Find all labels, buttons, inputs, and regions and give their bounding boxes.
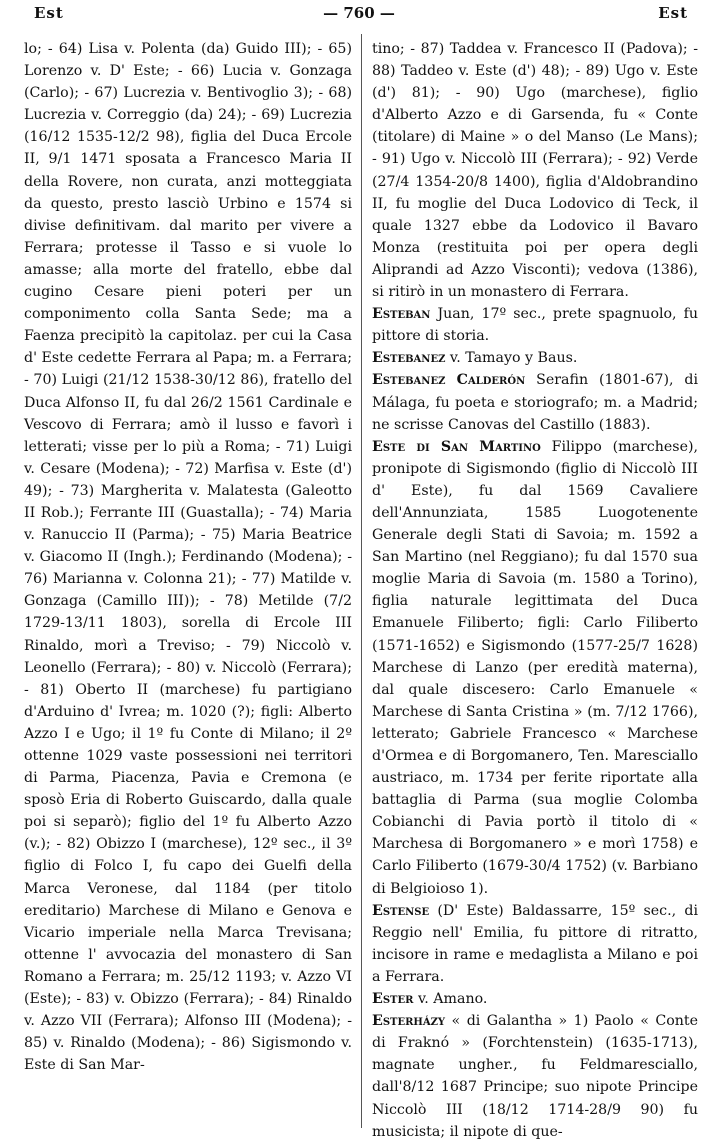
entry-text: (D' Este) Baldassarre, 15º sec., di Reggio nell' Emilia, fu pittore di ritratto, incisore in rame e medaglista a Milano e poi a Ferrara. — [372, 902, 698, 985]
dictionary-entry — [372, 303, 698, 347]
entry-headword: Esterházy — [372, 1013, 446, 1030]
entry-headword: Estense — [372, 902, 430, 919]
right-column — [372, 38, 698, 1143]
entry-text: v. Amano. — [417, 991, 488, 1008]
column-divider — [361, 34, 362, 1128]
entry-text: tino; - 87) Taddea v. Francesco II (Padova); - 88) Taddeo v. Este (d') 48); - 89) Ugo v. Este (d') 81); - 90) Ugo (marchese), figlio d'Alberto Azzo e di Garsenda, fu « Conte (titolare) di Maine » o del Manso (Le Mans); - 91) Ugo v. Niccolò III (Ferrara); - 92) Verde (27/4 1354-20/8 1400), figlia d'Aldobrandino II, fu moglie del Duca Lodovico di Teck, il quale 1327 ebbe da Lodovico il Bavaro Monza (restituita poi per opera degli Aliprandi ad Azzo Visconti); vedova (1386), si ritirò in un monastero di Ferrara. — [372, 41, 698, 301]
dictionary-entry — [372, 900, 698, 988]
header-right-guideword: Est — [658, 4, 688, 22]
dictionary-entry — [372, 347, 698, 369]
entry-headword: Estebanez Calderón — [372, 372, 526, 389]
left-column — [24, 38, 352, 1076]
dictionary-entry — [372, 1010, 698, 1143]
entry-text: Filippo (marchese), pronipote di Sigismondo (figlio di Niccolò III d' Este), fu dal 1569 Cavaliere dell'Annunziata, 1585 Luogotenente Generale degli Stati di Savoia; m. 1592 a San Martino (nel Reggiano); fu dal 1570 sua moglie Maria di Savoia (m. 1580 a Torino), figlia naturale legittimata del Duca Emanuele Filiberto; figli: Carlo Filiberto (1571-1652) e Sigismondo (1577-25/7 1628) Marchese di Lanzo (per eredità materna), dal quale discesero: Carlo Emanuele « Marchese di Santa Cristina » (m. 7/12 1766), letterato; Gabriele Francesco « Marchese d'Ormea e di Borgomanero, Ten. Maresciallo austriaco, m. 1734 per ferite riportate alla battaglia di Parma (sua moglie Colomba Cobianchi di Pavia portò il titolo di « Marchesa di Borgomanero » e morì 1758) e Carlo Filiberto (1679-30/4 1752) (v. Barbiano di Belgioioso 1). — [372, 438, 699, 897]
dictionary-entry — [372, 988, 698, 1010]
page-number: — 760 — — [323, 4, 395, 22]
dictionary-entry — [372, 369, 698, 435]
entry-continuation — [372, 38, 698, 303]
entry-text: « di Galantha » 1) Paolo « Conte di Fraknó » (Forchtenstein) (1635-1713), magnate ungher., fu Feldmaresciallo, dall'8/12 1687 Principe; suo nipote Principe Niccolò III (18/12 1714-28/9 90) fu musicista; il nipote di que- — [372, 1013, 698, 1140]
running-header — [0, 4, 718, 28]
entry-headword: Este di San Martino — [372, 438, 541, 455]
entry-continuation: lo; - 64) Lisa v. Polenta (da) Guido III); - 65) Lorenzo v. D' Este; - 66) Lucia v. Gonzaga (Carlo); - 67) Lucrezia v. Bentivoglio 3); - 68) Lucrezia v. Correggio (da) 24); - 69) Lucrezia (16/12 1535-12/2 98), figlia del Duca Ercole II, 9/1 1471 sposata a Francesco Maria II della Rovere, non curata, anzi motteggiata da questo, presto lasciò Urbino e 1574 si divise definitivam. dal marito per vivere a Ferrara; protesse il Tasso e si vuole lo amasse; alla morte del fratello, ebbe dal cugino Cesare pieni poteri per un componimento colla Santa Sede; ma a Faenza precipitò la capitolaz. per cui la Casa d' Este cedette Ferrara al Papa; m. a Ferrara; - 70) Luigi (21/12 1538-30/12 86), fratello del Duca Alfonso II, fu dal 26/2 1561 Cardinale e Vescovo di Ferrara; amò il lusso e favorì i letterati; visse per lo più a Roma; - 71) Luigi v. Cesare (Modena); - 72) Marfisa v. Este (d') 49); - 73) Margherita v. Malatesta (Galeotto II Rob.); Ferrante III (Guastalla); - 74) Maria v. Ranuccio II (Parma); - 75) Maria Beatrice v. Giacomo II (Ingh.); Ferdinando (Modena); - 76) Marianna v. Colonna 21); - 77) Matilde v. Gonzaga (Camillo III)); - 78) Metilde (7/2 1729-13/11 1803), sorella di Ercole III Rinaldo, morì a Treviso; - 79) Niccolò v. Leonello (Ferrara); - 80) v. Niccolò (Ferrara); - 81) Oberto II (marchese) fu partigiano d'Arduino d' Ivrea; m. 1020 (?); figli: Alberto Azzo I e Ugo; il 1º fu Conte di Milano; il 2º ottenne 1029 vaste possessioni nei territori di Parma, Piacenza, Pavia e Cremona (e sposò Eria di Roberto Guiscardo, dalla quale poi si separò); figlio del 1º fu Alberto Azzo (v.); - 82) Obizzo I (marchese), 12º sec., il 3º figlio di Folco I, fu capo dei Guelfi della Marca Veronese, dal 1184 (per titolo ereditario) Marchese di Milano e Genova e Vicario imperiale nella Marca Trevisana; ottenne l' avvocazia del monastero di San Romano a Ferrara; m. 25/12 1193; v. Azzo VI (Este); - 83) v. Obizzo (Ferrara); - 84) Rinaldo v. Azzo VII (Ferrara); Alfonso III (Modena); - 85) v. Rinaldo (Modena); - 86) Sigismondo v. Este di San Mar- — [24, 41, 352, 1074]
header-left-guideword: Est — [34, 4, 64, 22]
entry-headword: Esteban — [372, 306, 431, 323]
entry-headword: Ester — [372, 991, 414, 1008]
entry-text: Juan, 17º sec., prete spagnuolo, fu pittore di storia. — [372, 306, 698, 345]
dictionary-entry — [372, 436, 698, 900]
entry-headword: Estebanez — [372, 350, 446, 367]
entry-text: Serafin (1801-67), di Málaga, fu poeta e storiografo; m. a Madrid; ne scrisse Canovas del Castillo (1883). — [372, 372, 698, 433]
entry-text: v. Tamayo y Baus. — [449, 350, 578, 367]
